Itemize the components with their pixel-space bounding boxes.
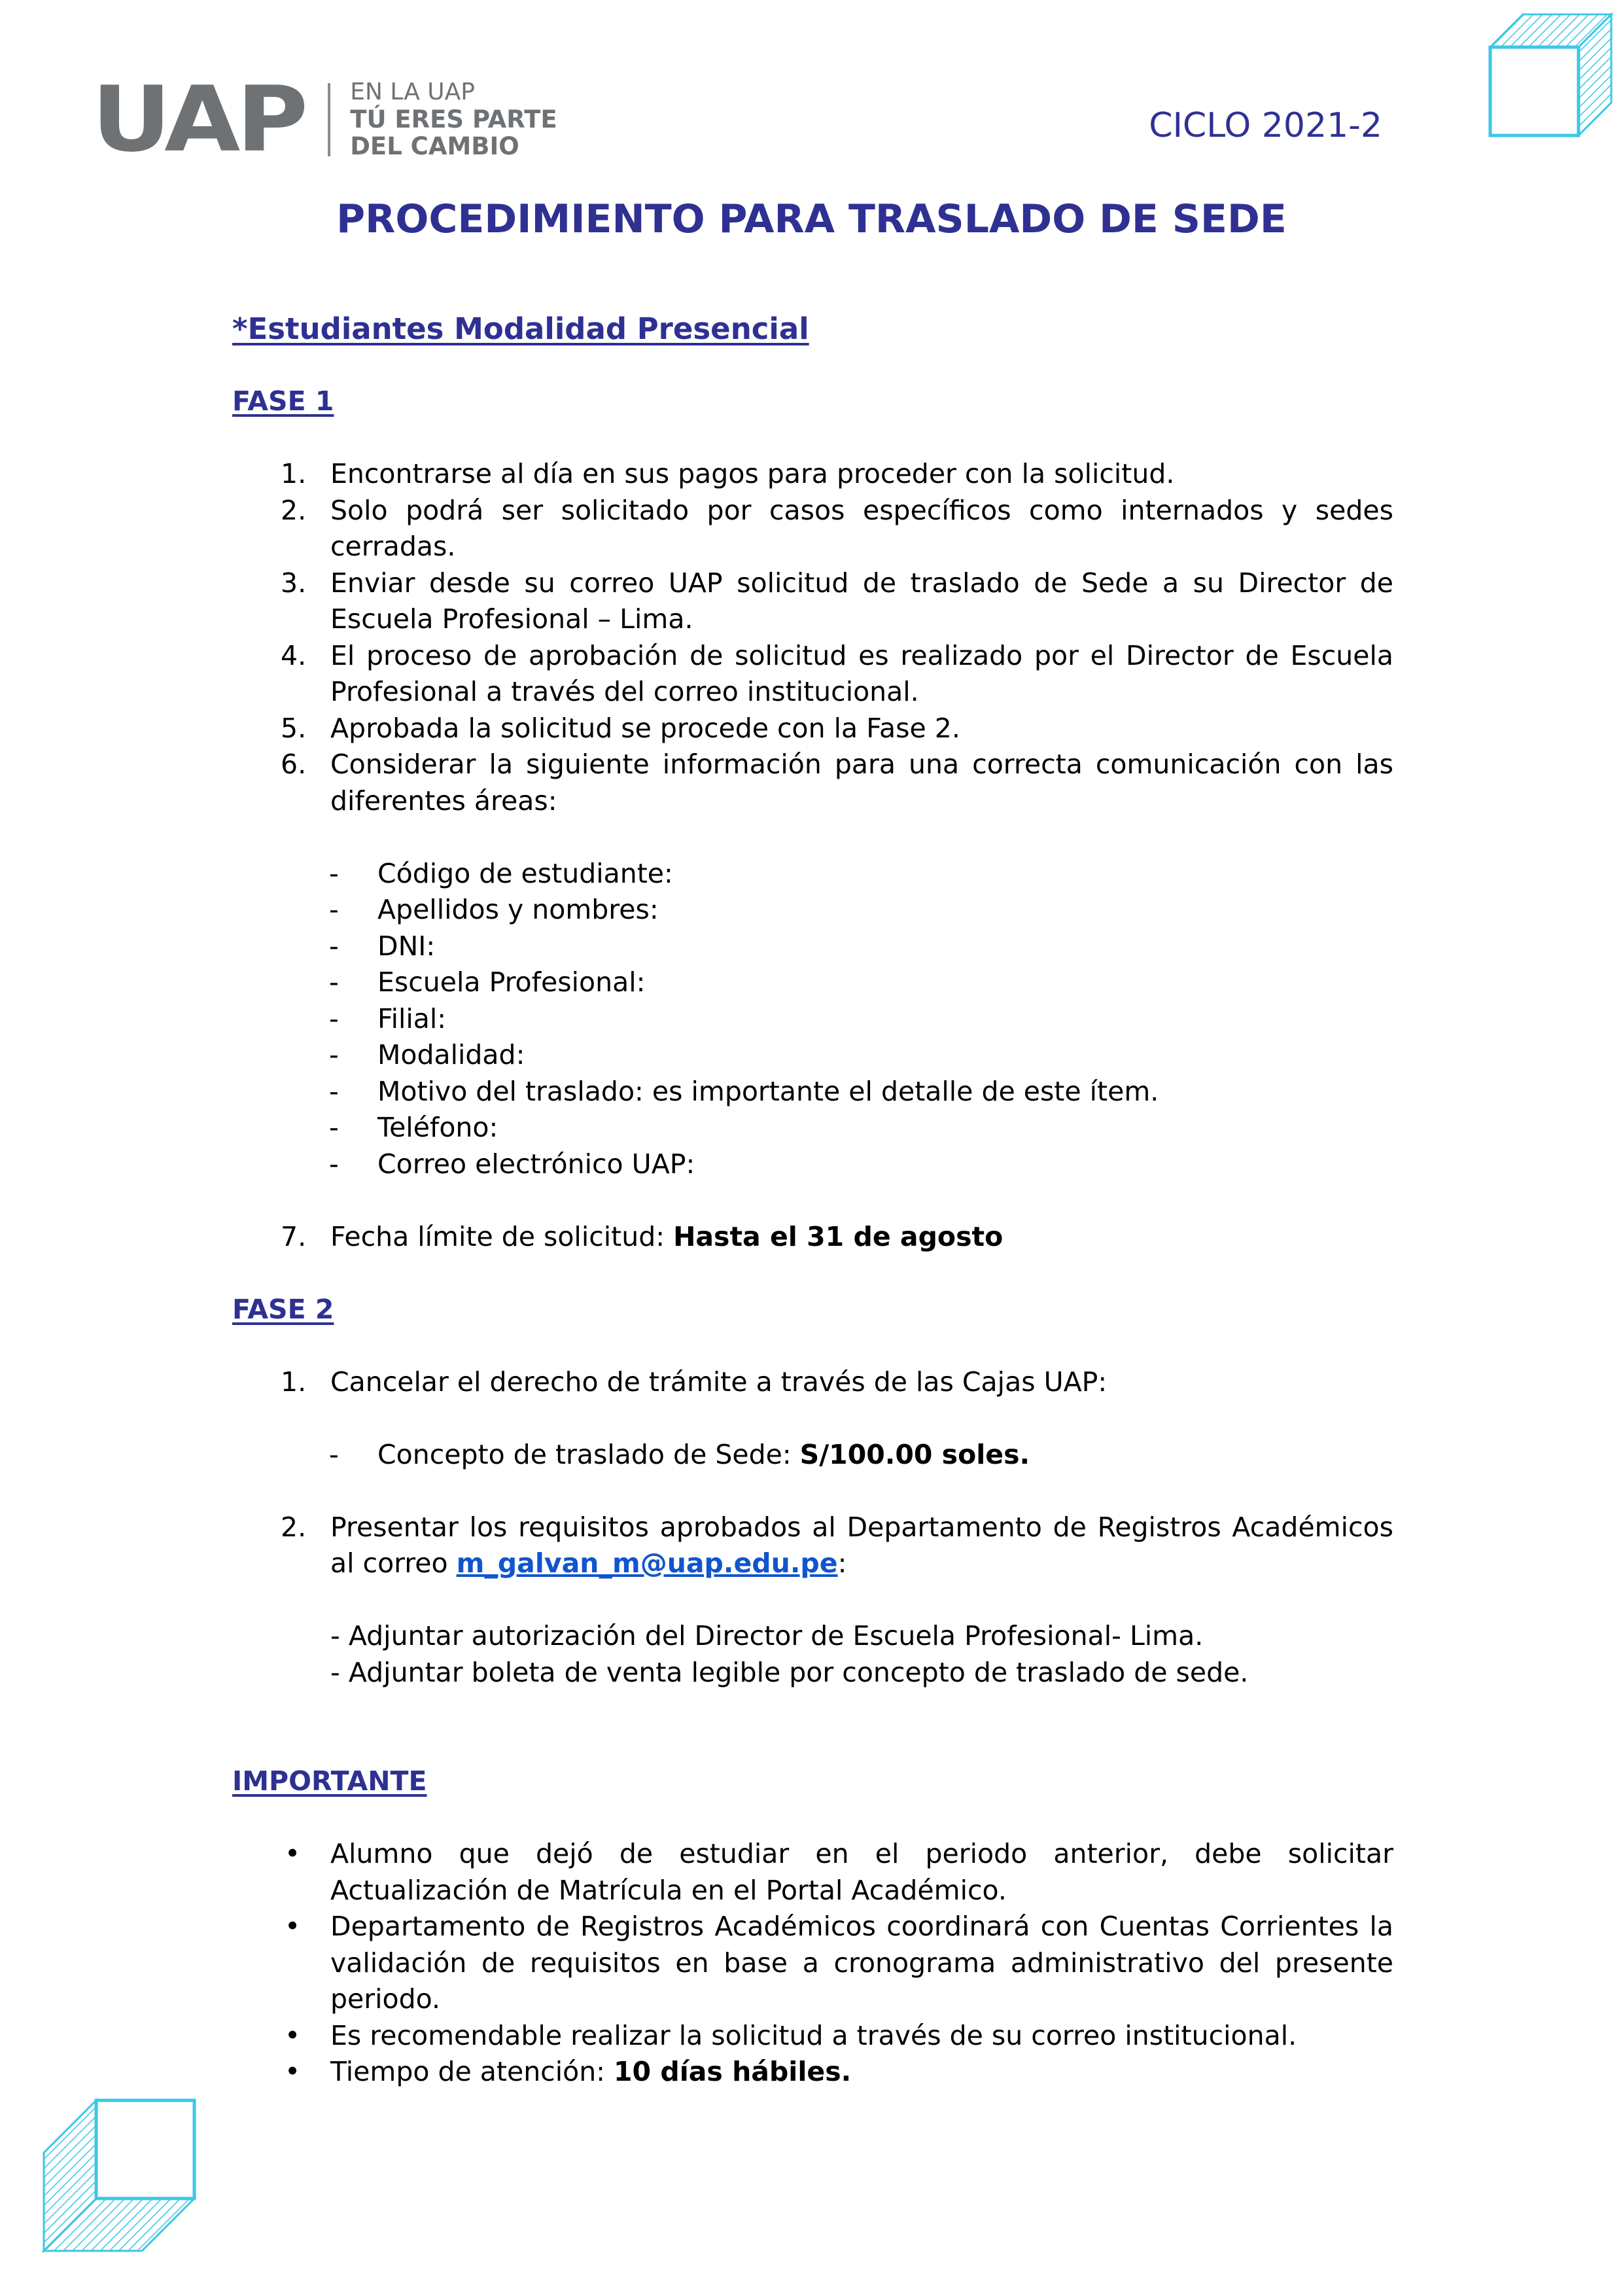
field-item [232,928,1393,965]
attachment-item: - Adjuntar boleta de venta legible por concepto de traslado de sede. [330,1656,1249,1688]
item-text [330,1219,1393,1256]
list-item [232,1510,1393,1582]
field-label: Filial: [377,1002,447,1034]
bullet-icon: • [285,1838,301,1869]
submit-text: Presentar los requisitos aprobados al Departamento de Registros Académicos al correo [330,1511,1393,1579]
field-item [232,1001,1393,1038]
list-item [232,493,1393,565]
bullet-text: Alumno que dejó de estudiar en el periodo anterior, debe solicitar Actualización de Matrícula en el Portal Académico. [330,1838,1393,1906]
item-number: 7. [281,1220,307,1252]
bullet-text [330,2054,1393,2091]
field-item [232,1074,1393,1110]
fase2-heading: FASE 2 [232,1293,334,1325]
importante-heading: IMPORTANTE [232,1765,427,1797]
uap-logo [92,67,557,173]
submit-text-end: : [837,1547,847,1579]
list-item [232,456,1393,493]
decorative-cube-top [1484,8,1614,139]
bullet-item [232,1836,1393,1909]
field-label: Motivo del traslado: es importante el detalle de este ítem. [377,1075,1159,1107]
item-text: El proceso de aprobación de solicitud es realizado por el Director de Escuela Profesional a través del correo institucional. [330,639,1393,707]
field-label: Escuela Profesional: [377,966,646,998]
bullet-text: Departamento de Registros Académicos coordinará con Cuentas Corrientes la validación de requisitos en base a cronograma administrativo del presente periodo. [330,1911,1393,2015]
field-item [232,892,1393,928]
item-text: Solo podrá ser solicitado por casos específicos como internados y sedes cerradas. [330,494,1393,562]
field-item [232,1110,1393,1146]
dash-marker: - [329,1438,339,1470]
field-label: Código de estudiante: [377,857,673,889]
document-body [232,311,1393,2091]
dash-marker: - [329,1148,339,1180]
item-text: Aprobada la solicitud se procede con la Fase 2. [330,712,960,744]
item-number: 6. [281,749,307,780]
list-item [232,747,1393,819]
deadline-label: Fecha límite de solicitud: [330,1220,674,1252]
cycle-label: CICLO 2021-2 [1149,106,1382,145]
fee-item [232,1437,1393,1474]
fee-amount: S/100.00 soles. [799,1438,1030,1470]
email-link[interactable]: m_galvan_m@uap.edu.pe [456,1547,838,1579]
fee-text [377,1437,1393,1474]
bullet-item [232,2054,1393,2091]
field-label: Teléfono: [377,1112,498,1143]
list-item [232,711,1393,747]
field-label: Correo electrónico UAP: [377,1148,695,1180]
bullet-icon: • [285,1911,301,1942]
attachment-item: - Adjuntar autorización del Director de Escuela Profesional- Lima. [330,1620,1204,1651]
field-label: Modalidad: [377,1039,525,1070]
decorative-cube-bottom [41,2097,198,2254]
dash-marker: - [329,1039,339,1070]
item-number: 3. [281,567,307,599]
attention-label: Tiempo de atención: [330,2056,614,2087]
item-text: Considerar la siguiente información para una correcta comunicación con las diferentes áreas: [330,749,1393,817]
field-item [232,1146,1393,1183]
bullet-icon: • [285,2019,301,2051]
dash-marker: - [329,1075,339,1107]
bullet-icon: • [285,2056,301,2087]
item-text: Cancelar el derecho de trámite a través de las Cajas UAP: [330,1366,1108,1398]
logo-tagline-line: EN LA UAP [350,79,475,106]
bullet-item [232,1909,1393,2018]
dash-marker: - [329,1112,339,1143]
item-text: Enviar desde su correo UAP solicitud de traslado de Sede a su Director de Escuela Profesional – Lima. [330,567,1393,635]
field-item [232,856,1393,892]
field-label: Apellidos y nombres: [377,894,659,925]
bullet-item [232,2018,1393,2055]
item-number: 4. [281,639,307,671]
item-number: 1. [281,458,307,489]
dash-marker: - [329,966,339,998]
field-item [232,1037,1393,1074]
dash-marker: - [329,894,339,925]
modality-heading: *Estudiantes Modalidad Presencial [232,311,809,346]
field-label: DNI: [377,930,436,962]
item-number: 2. [281,1511,307,1543]
logo-tagline-line: DEL CAMBIO [350,132,519,161]
item-number: 2. [281,494,307,526]
dash-marker: - [329,1002,339,1034]
dash-marker: - [329,857,339,889]
bullet-text: Es recomendable realizar la solicitud a través de su correo institucional. [330,2019,1297,2051]
logo-separator [328,83,330,156]
attention-time: 10 días hábiles. [614,2056,852,2087]
deadline-value: Hasta el 31 de agosto [673,1220,1003,1252]
item-text [330,1510,1393,1582]
list-item [232,638,1393,711]
page-title: PROCEDIMIENTO PARA TRASLADO DE SEDE [336,196,1287,242]
list-item [232,565,1393,638]
item-text: Encontrarse al día en sus pagos para proceder con la solicitud. [330,458,1175,489]
logo-tagline [350,79,557,160]
logo-mark: UAP [92,67,305,173]
item-number: 5. [281,712,307,744]
dash-marker: - [329,930,339,962]
list-item [232,1219,1393,1256]
item-number: 1. [281,1366,307,1398]
logo-tagline-line: TÚ ERES PARTE [350,105,557,133]
field-item [232,964,1393,1001]
fase1-heading: FASE 1 [232,385,334,417]
fee-label: Concepto de traslado de Sede: [377,1438,800,1470]
list-item [232,1364,1393,1401]
